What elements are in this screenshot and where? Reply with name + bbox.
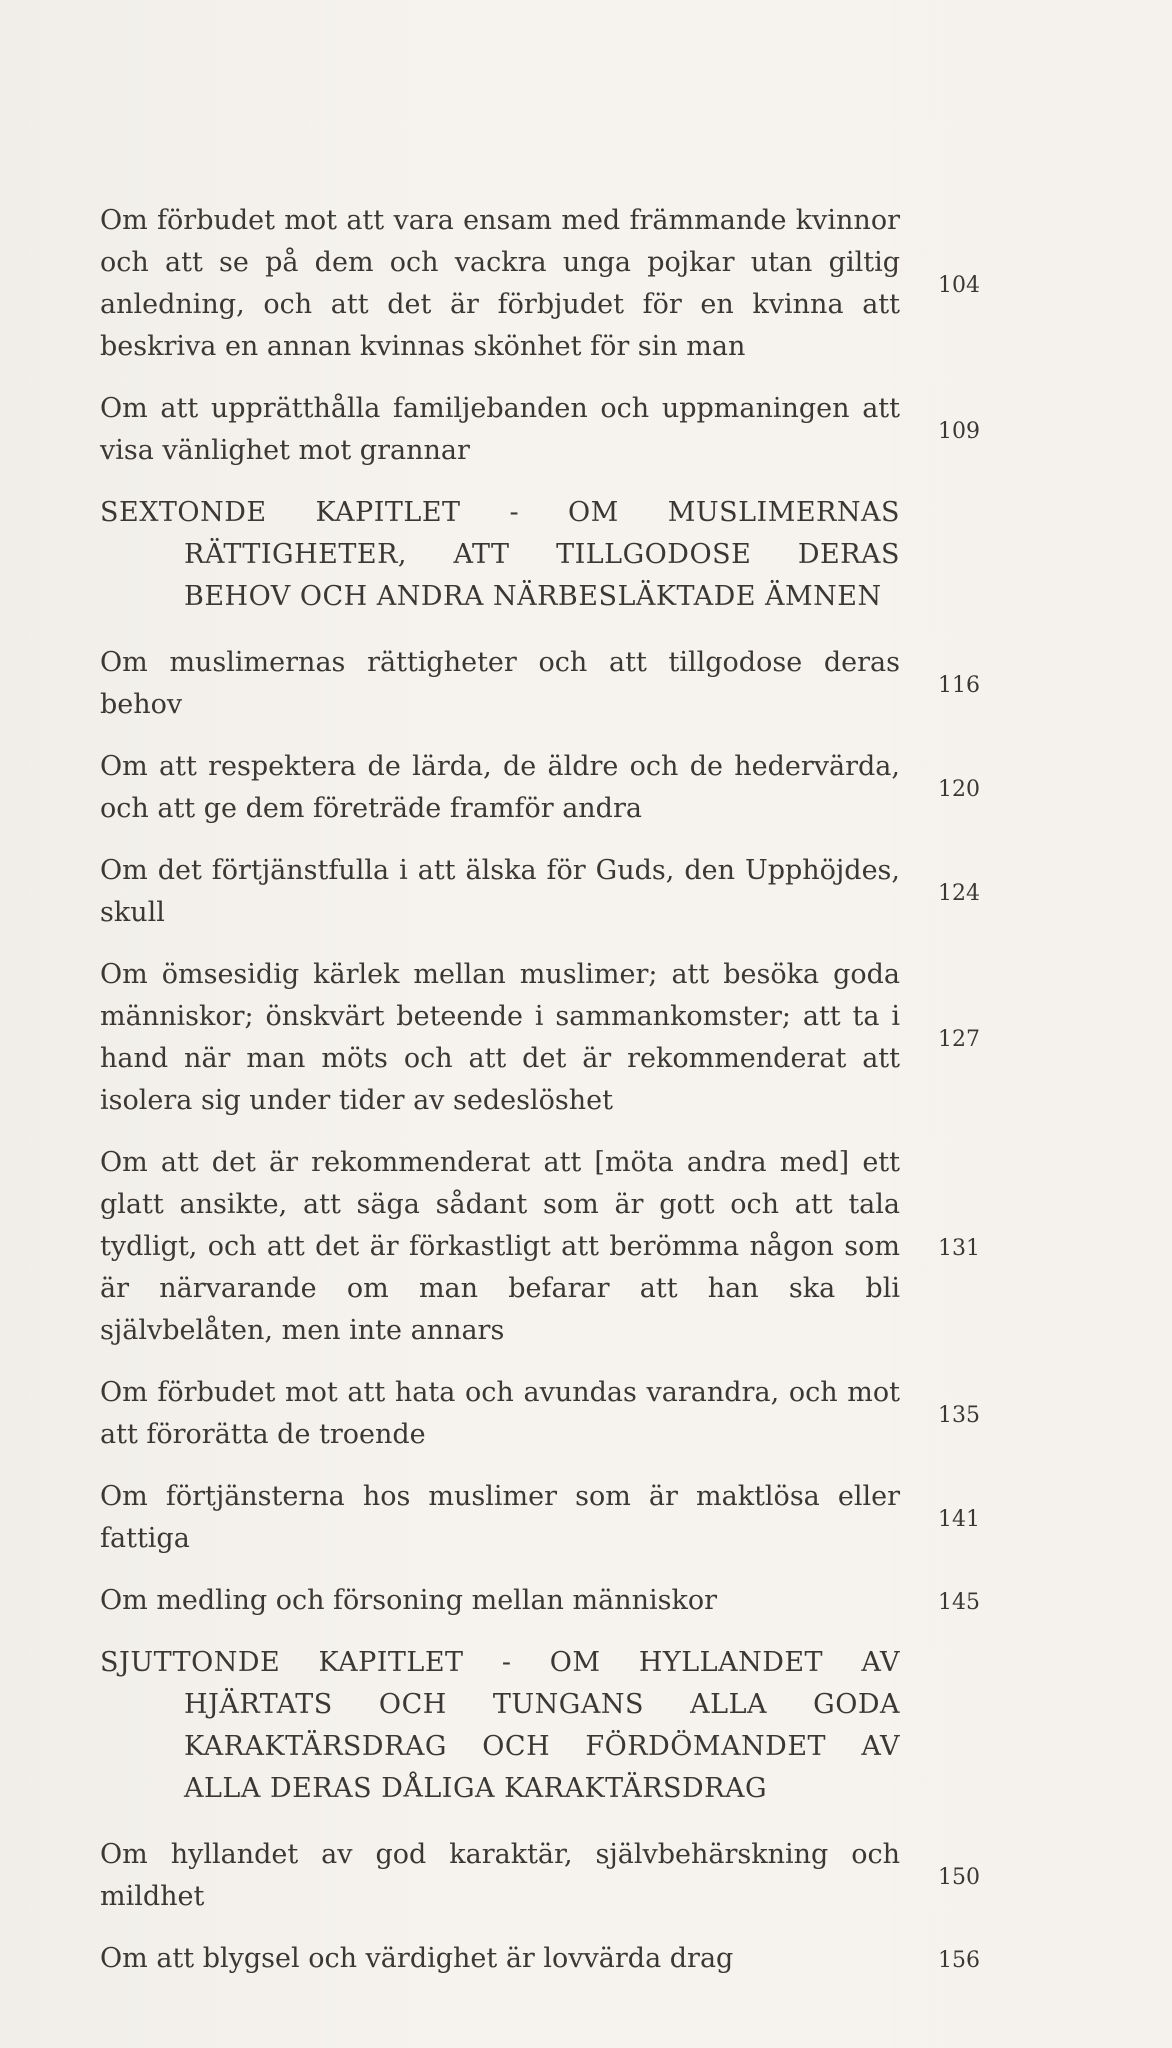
toc-entry-page: 145 xyxy=(938,1589,980,1615)
toc-entry-title: Om medling och försoning mellan människor xyxy=(100,1585,718,1616)
chapter-heading: SJUTTONDE KAPITLET - OM HYLLANDET AV HJÄRTATS OCH TUNGANS ALLA GODA KARAKTÄRSDRAG OCH FÖRDÖMANDET AV ALLA DERAS DÅLIGA KARAKTÄRSDRAG xyxy=(100,1647,900,1804)
toc-entry-title: Om att blygsel och värdighet är lovvärda drag xyxy=(100,1943,734,1974)
toc-entry-title: Om att det är rekommenderat att [möta andra med] ett glatt ansikte, att säga sådant som är gott och att tala tydligt, och att det är förkastligt att berömma någon som är närvarande om man befarar att han ska bli självbelåten, men inte annars xyxy=(100,1147,900,1346)
toc-entry-page: 156 xyxy=(938,1947,980,1973)
toc-entry xyxy=(100,1938,980,1980)
toc-entry-title: Om förbudet mot att vara ensam med främmande kvinnor och att se på dem och vackra unga pojkar utan giltig anledning, och att det är förbjudet för en kvinna att beskriva en annan kvinnas skönhet för sin man xyxy=(100,205,900,362)
toc-entry xyxy=(100,746,980,830)
toc-entry-page: 116 xyxy=(938,672,980,698)
toc-entry-title: Om hyllandet av god karaktär, självbehärskning och mildhet xyxy=(100,1839,900,1912)
toc-entry xyxy=(100,1142,980,1352)
toc-entry-page: 150 xyxy=(938,1864,980,1890)
toc-entry xyxy=(100,1372,980,1456)
toc-entry xyxy=(100,388,980,472)
toc-entry xyxy=(100,1580,980,1622)
toc-entry xyxy=(100,642,980,726)
toc-entry-page: 124 xyxy=(938,880,980,906)
chapter-heading: SEXTONDE KAPITLET - OM MUSLIMERNAS RÄTTIGHETER, ATT TILLGODOSE DERAS BEHOV OCH ANDRA NÄRBESLÄKTADE ÄMNEN xyxy=(100,497,900,612)
toc-entry-page: 109 xyxy=(938,418,980,444)
toc-entry xyxy=(100,954,980,1122)
table-of-contents xyxy=(100,200,980,2000)
toc-entry-title: Om det förtjänstfulla i att älska för Guds, den Upphöjdes, skull xyxy=(100,855,900,928)
toc-entry-page: 131 xyxy=(938,1235,980,1261)
toc-entry xyxy=(100,1476,980,1560)
toc-entry-title: Om att upprätthålla familjebanden och uppmaningen att visa vänlighet mot grannar xyxy=(100,393,900,466)
toc-entry-title: Om ömsesidig kärlek mellan muslimer; att besöka goda människor; önskvärt beteende i sammankomster; att ta i hand när man möts och att det är rekommenderat att isolera sig under tider av sedeslöshet xyxy=(100,959,900,1116)
toc-entry-page: 141 xyxy=(938,1506,980,1532)
toc-entry-page: 104 xyxy=(938,272,980,298)
toc-entry-title: Om att respektera de lärda, de äldre och de hedervärda, och att ge dem företräde framför andra xyxy=(100,751,900,824)
toc-entry-title: Om förbudet mot att hata och avundas varandra, och mot att förorätta de troende xyxy=(100,1377,900,1450)
toc-entry-title: Om förtjänsterna hos muslimer som är maktlösa eller fattiga xyxy=(100,1481,900,1554)
toc-entry-page: 120 xyxy=(938,776,980,802)
toc-entry-page: 127 xyxy=(938,1026,980,1052)
toc-entry xyxy=(100,200,980,368)
toc-entry-page: 135 xyxy=(938,1402,980,1428)
toc-entry xyxy=(100,850,980,934)
toc-entry xyxy=(100,1834,980,1918)
toc-entry-title: Om muslimernas rättigheter och att tillgodose deras behov xyxy=(100,647,900,720)
